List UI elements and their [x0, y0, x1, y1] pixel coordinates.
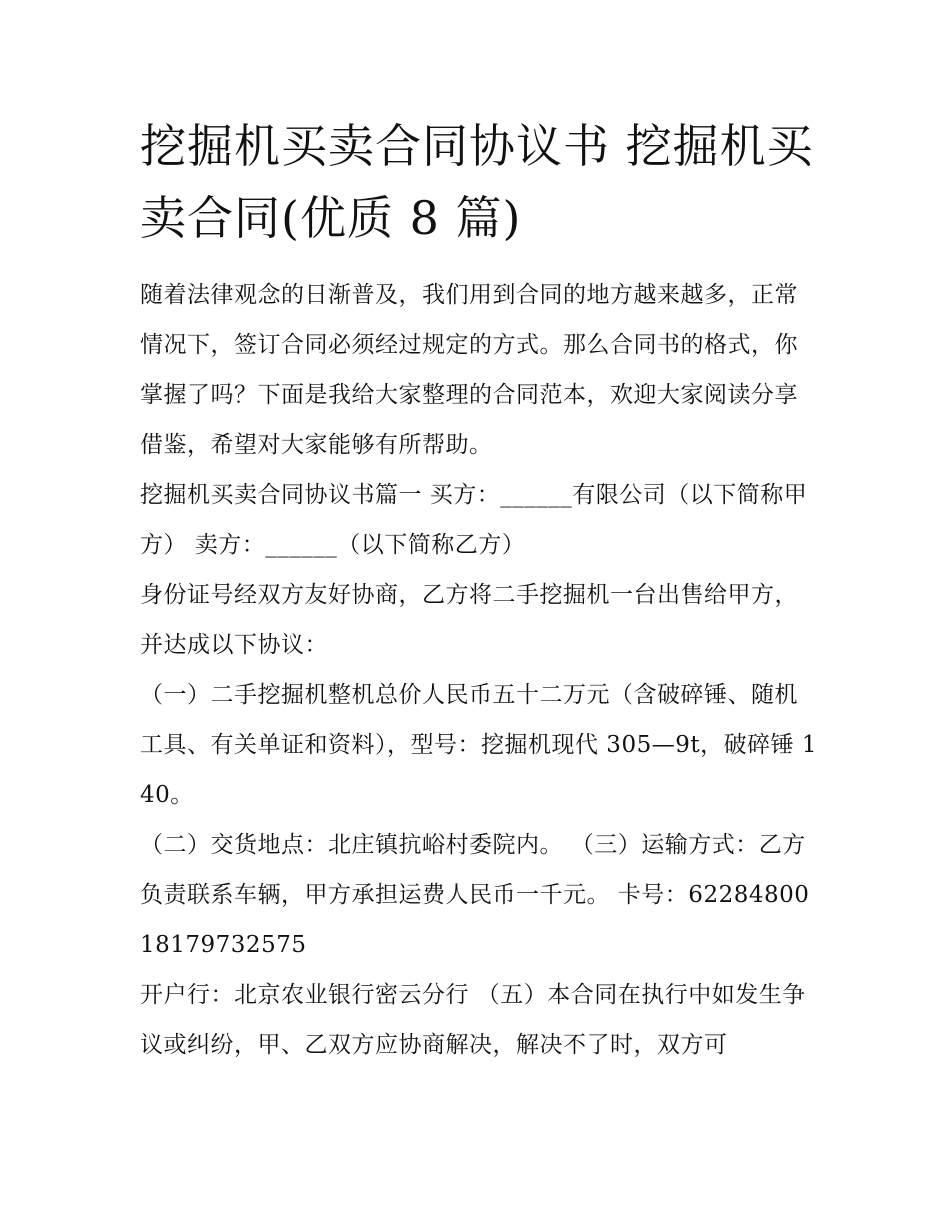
document-title: 挖掘机买卖合同协议书 挖掘机买卖合同(优质 8 篇) — [140, 119, 814, 245]
clause-5-paragraph: 开户行：北京农业银行密云分行 （五）本合同在执行中如发生争议或纠纷，甲、乙双方应协商解决，解决不了时，双方可 — [140, 982, 806, 1058]
clause-1-paragraph: （一）二手挖掘机整机总价人民币五十二万元（含破碎锤、随机工具、有关单证和资料），型号：挖掘机现代 305—9t，破碎锤 140。 — [140, 682, 818, 808]
clause-2-3-paragraph: （二）交货地点：北庄镇抗峪村委院内。 （三）运输方式：乙方负责联系车辆，甲方承担运费人民币一千元。 卡号：6228480018179732575 — [140, 832, 810, 958]
parties-paragraph: 挖掘机买卖合同协议书篇一 买方：______有限公司（以下简称甲方） 卖方：______（以下简称乙方） — [140, 482, 808, 558]
intro-paragraph: 随着法律观念的日渐普及，我们用到合同的地方越来越多，正常情况下，签订合同必须经过规定的方式。那么合同书的格式，你掌握了吗？下面是我给大家整理的合同范本，欢迎大家阅读分享借鉴，希望对大家能够有所帮助。 — [140, 282, 798, 458]
document-body — [140, 110, 820, 1070]
agreement-paragraph: 身份证号经双方友好协商，乙方将二手挖掘机一台出售给甲方，并达成以下协议： — [140, 582, 798, 658]
